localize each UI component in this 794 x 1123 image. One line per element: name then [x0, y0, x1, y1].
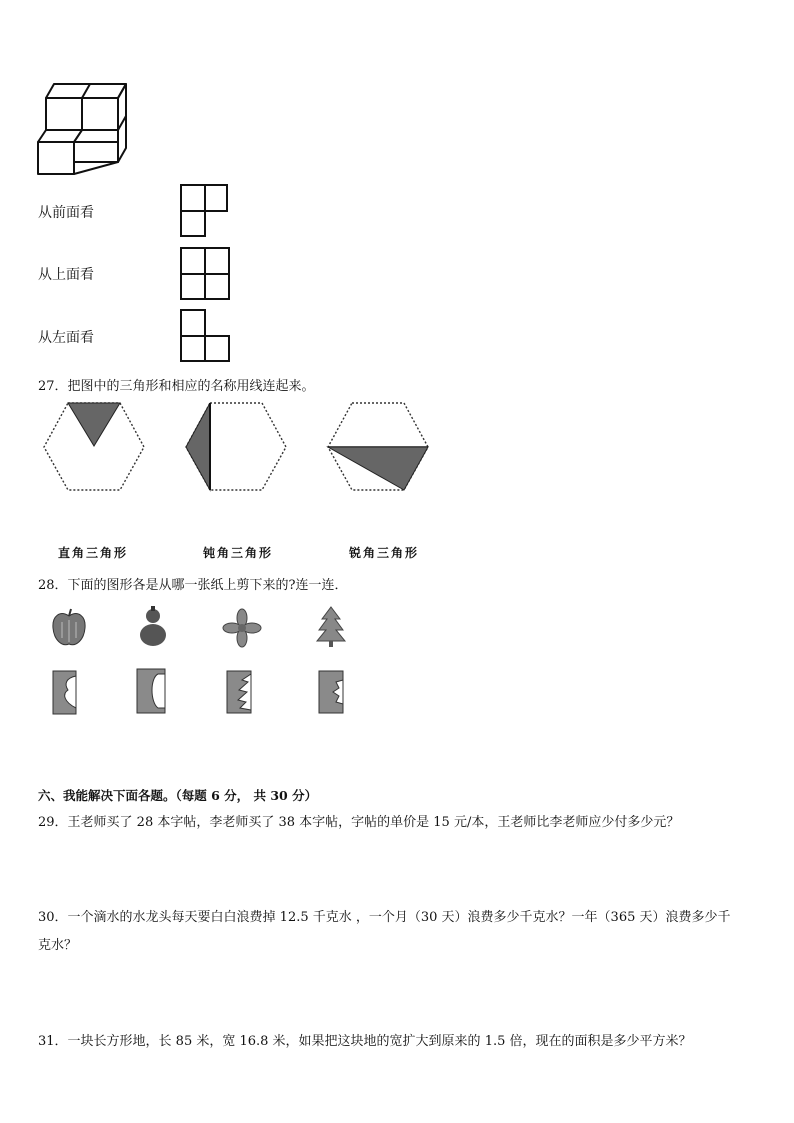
front-view-grid	[180, 184, 230, 238]
hexagon-acute-triangle	[326, 402, 430, 492]
view-label-front: 从前面看	[38, 205, 94, 221]
paper-sheet-2	[136, 668, 166, 714]
paper-sheet-1	[52, 670, 78, 714]
top-view-grid	[180, 247, 232, 301]
flower-icon	[222, 608, 262, 648]
question-30-line-1: 30．一个滴水的水龙头每天要白白浪费掉 12.5 千克水 ，一个月（30 天）浪费多少千克水？一年（365 天）浪费多少千	[38, 910, 731, 925]
triangle-label-obtuse: 钝角三角形	[203, 546, 274, 560]
paper-sheet-3	[226, 670, 252, 714]
tree-icon	[316, 606, 346, 648]
apple-icon	[50, 608, 88, 648]
paper-sheet-4	[318, 670, 344, 714]
view-label-left: 从左面看	[38, 330, 94, 346]
question-28: 28．下面的图形各是从哪一张纸上剪下来的?连一连．	[38, 578, 348, 593]
gourd-icon	[136, 606, 170, 648]
section-6-heading: 六、我能解决下面各题。（每题 6 分， 共 30 分）	[38, 788, 318, 803]
left-view-grid	[180, 309, 232, 363]
cube-stack-figure	[38, 82, 133, 177]
question-30-line-2: 克水？	[38, 938, 78, 953]
view-label-top: 从上面看	[38, 267, 94, 283]
question-29: 29．王老师买了 28 本字帖，李老师买了 38 本字帖，字帖的单价是 15 元/本，王老师比李老师应少付多少元？	[38, 815, 680, 830]
question-31: 31．一块长方形地，长 85 米，宽 16.8 米，如果把这块地的宽扩大到原来的 1.5 倍，现在的面积是多少平方米？	[38, 1034, 692, 1049]
hexagon-obtuse-triangle	[184, 402, 288, 492]
triangle-label-right: 直角三角形	[58, 546, 129, 560]
question-27: 27．把图中的三角形和相应的名称用线连起来。	[38, 379, 315, 394]
triangle-label-acute: 锐角三角形	[349, 546, 420, 560]
hexagon-right-triangle	[42, 402, 146, 492]
